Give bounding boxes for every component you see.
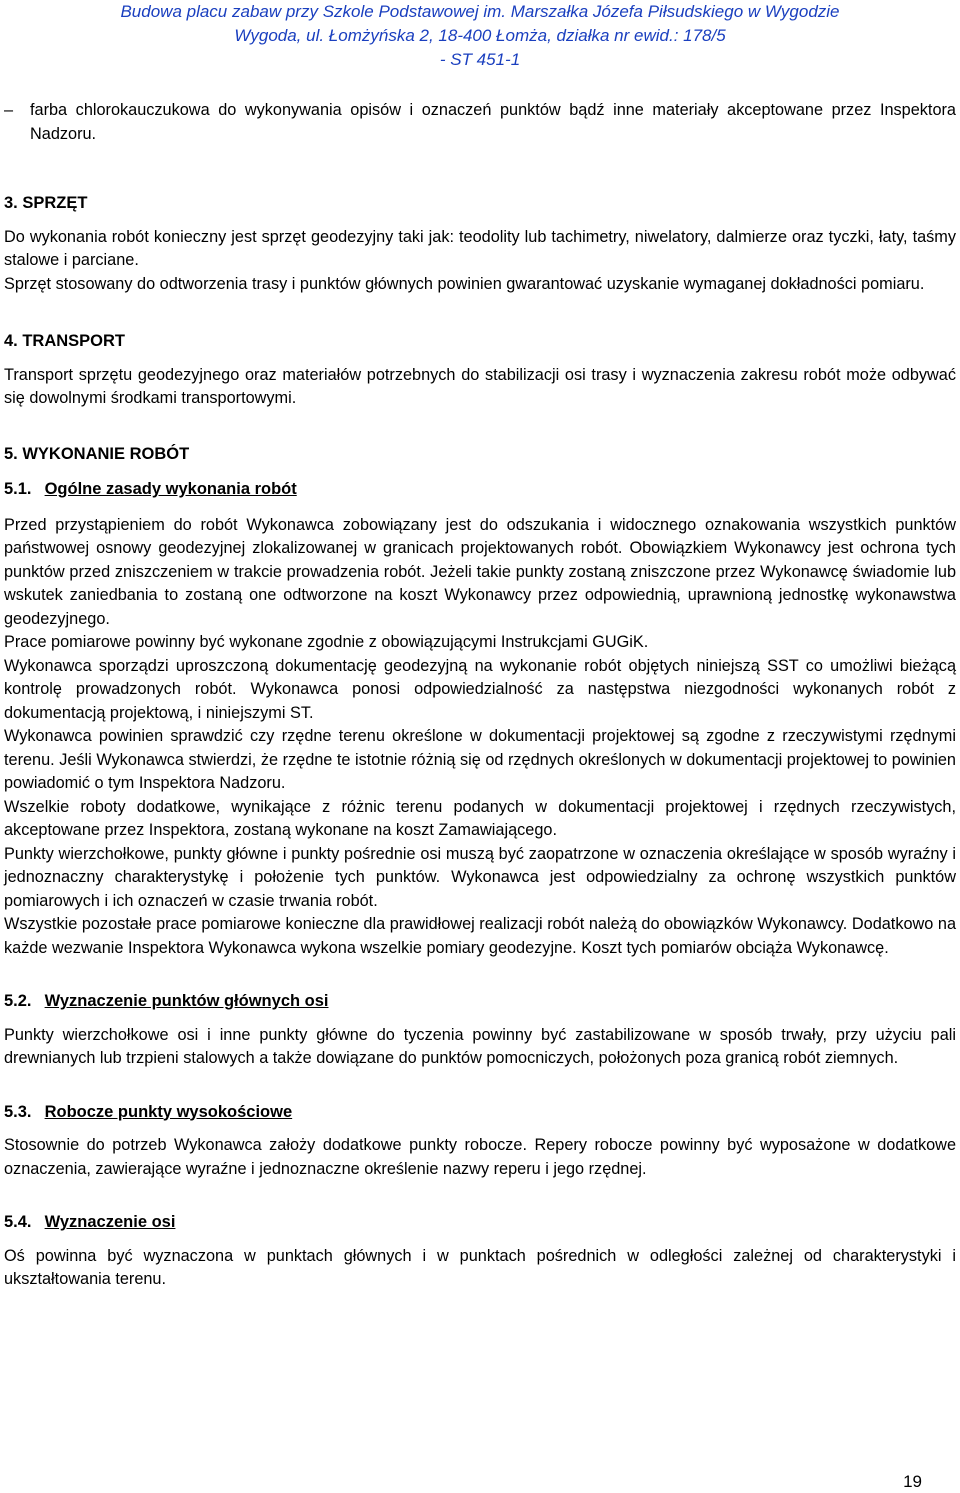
page-number: 19 xyxy=(903,1472,922,1491)
subsection-number: 5.3. xyxy=(4,1102,32,1121)
subsection-5-2-paragraph: Punkty wierzchołkowe osi i inne punkty główne do tyczenia powinny być zastabilizowane w sposób trwały, przy użyciu pali drewnianych lub trzpieni stalowych a także dowiązane do punktów pomocniczych, położonych poza granicą robót ziemnych. xyxy=(4,1025,956,1067)
subsection-5-1-paragraph: Prace pomiarowe powinny być wykonane zgodnie z obowiązującymi Instrukcjami GUGiK. xyxy=(4,633,649,651)
header-address: Wygoda, ul. Łomżyńska 2, 18-400 Łomża, działka nr ewid.: 178/5 xyxy=(234,26,726,45)
subsection-5-1-paragraph: Przed przystąpieniem do robót Wykonawca zobowiązany jest do odszukania i widocznego oznakowania wszystkich punktów państwowej osnowy geodezyjnej zlokalizowanej w granicach projektowanych robót. Obowiązkiem Wykonawcy jest ochrona tych punktów przed zniszczeniem w trakcie prowadzenia robót. Jeżeli takie punkty zostaną zniszczone przez Wykonawcę świadomie lub wskutek zaniedbania to zostaną one odtworzone na koszt Wykonawcy przez odpowiednią, uprawnioną jednostkę wykonawstwa geodezyjnego. xyxy=(4,515,956,628)
subsection-5-1-paragraph: Wszelkie roboty dodatkowe, wynikające z różnic terenu podanych w dokumentacji projektowej i rzędnych rzeczywistych, akceptowane przez Inspektora, zostaną wykonane na koszt Zamawiającego. xyxy=(4,797,956,839)
subsection-5-4-title xyxy=(4,1211,956,1235)
subsection-number: 5.1. xyxy=(4,480,32,498)
subsection-5-3-paragraph: Stosownie do potrzeb Wykonawca założy dodatkowe punkty robocze. Repery robocze powinny być wyposażone w dodatkowe oznaczenia, zawierające wyraźne i jednoznaczne określenie nazwy reperu i jego rzędnej. xyxy=(4,1136,956,1178)
subsection-5-1-paragraph: Wszystkie pozostałe prace pomiarowe konieczne dla prawidłowej realizacji robót należą do obowiązków Wykonawcy. Dodatkowo na każde wezwanie Inspektora Wykonawca wykona wszelkie pomiary geodezyjne. Koszt tych pomiarów obciąża Wykonawcę. xyxy=(4,915,956,957)
subsection-5-1-paragraph: Wykonawca sporządzi uproszczoną dokumentację geodezyjną na wykonanie robót objętych niniejszą SST co umożliwi bieżącą kontrolę prowadzonych robót. Wykonawca ponosi odpowiedzialność za następstwa niezgodności wykonanych robót z dokumentacją projektową, i niniejszymi ST. xyxy=(4,656,956,722)
subsection-heading: Robocze punkty wysokościowe xyxy=(44,1102,293,1121)
section-3-paragraph: Sprzęt stosowany do odtworzenia trasy i punktów głównych powinien gwarantować uzyskanie wymaganej dokładności pomiaru. xyxy=(4,274,925,293)
header-project-title: Budowa placu zabaw przy Szkole Podstawowej im. Marszałka Józefa Piłsudskiego w Wygodzie xyxy=(120,2,840,21)
subsection-5-4-paragraph: Oś powinna być wyznaczona w punktach głównych i w punktach pośrednich w odległości zależnej od charakterystyki i ukształtowania terenu. xyxy=(4,1246,956,1288)
subsection-heading: Wyznaczenie osi xyxy=(44,1213,176,1231)
section-3-title: 3. SPRZĘT xyxy=(4,194,88,212)
subsection-5-1-paragraph: Wykonawca powinien sprawdzić czy rzędne terenu określone w dokumentacji projektowej są zgodne z rzeczywistymi rzędnymi terenu. Jeśli Wykonawca stwierdzi, że rzędne te istotnie różnią się od rzędnych określonych w dokumentacji projektowej to powinien powiadomić o tym Inspektora Nadzoru. xyxy=(4,727,956,792)
list-item-text: farba chlorokauczukowa do wykonywania opisów i oznaczeń punktów bądź inne materiały akceptowane przez Inspektora Nadzoru. xyxy=(30,101,956,143)
section-4-paragraph: Transport sprzętu geodezyjnego oraz materiałów potrzebnych do stabilizacji osi trasy i wyznaczenia zakresu robót może odbywać się dowolnymi środkami transportowymi. xyxy=(4,365,956,407)
list-item xyxy=(4,99,956,146)
subsection-number: 5.2. xyxy=(4,992,32,1010)
section-3-paragraph: Do wykonania robót konieczny jest sprzęt geodezyjny taki jak: teodolity lub tachimetry, niwelatory, dalmierze oraz tyczki, łaty, taśmy stalowe i parciane. xyxy=(4,227,956,269)
header-spec-code: - ST 451-1 xyxy=(439,50,521,69)
subsection-5-3-title xyxy=(4,1101,956,1125)
subsection-number: 5.4. xyxy=(4,1213,32,1231)
section-4-title: 4. TRANSPORT xyxy=(4,332,126,350)
subsection-heading: Wyznaczenie punktów głównych osi xyxy=(44,992,329,1010)
subsection-5-1-paragraph: Punkty wierzchołkowe, punkty główne i punkty pośrednie osi muszą być zaopatrzone w oznaczenia określające w sposób wyraźny i jednoznaczny charakterystykę i położenie tych punktów. Wykonawca jest odpowiedzialny za ochronę wszystkich punktów pomiarowych i ich oznaczeń w czasie trwania robót. xyxy=(4,844,956,910)
subsection-heading: Ogólne zasady wykonania robót xyxy=(44,480,297,498)
subsection-5-1-title xyxy=(4,478,956,502)
page-header xyxy=(0,0,960,72)
dash-bullet: – xyxy=(4,101,14,119)
section-5-title: 5. WYKONANIE ROBÓT xyxy=(4,444,190,463)
subsection-5-2-title xyxy=(4,990,956,1014)
document-body xyxy=(4,99,956,1292)
